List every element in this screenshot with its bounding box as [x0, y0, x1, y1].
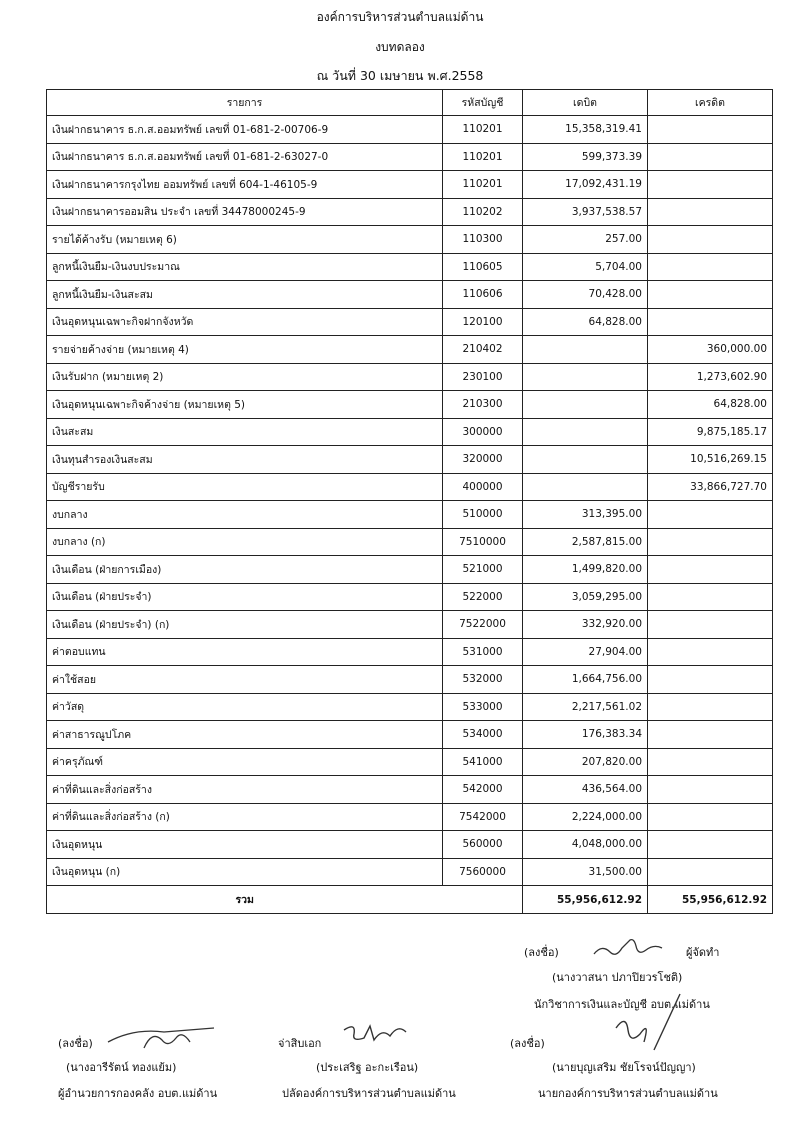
cell-item: เงินรับฝาก (หมายเหตุ 2)	[47, 363, 443, 391]
cell-code: 534000	[443, 721, 523, 749]
org-name: องค์การบริหารส่วนตำบลแม่ด้าน	[316, 10, 484, 24]
cell-code: 110300	[443, 226, 523, 254]
cell-code: 320000	[443, 446, 523, 474]
cell-debit: 4,048,000.00	[523, 831, 648, 859]
cell-debit	[523, 446, 648, 474]
cell-credit	[648, 831, 773, 859]
table-row	[47, 171, 773, 199]
cell-debit: 207,820.00	[523, 748, 648, 776]
cell-code: 7542000	[443, 803, 523, 831]
cell-debit: 176,383.34	[523, 721, 648, 749]
cell-credit	[648, 858, 773, 886]
cell-credit	[648, 666, 773, 694]
document-title: งบทดลอง	[375, 40, 425, 54]
table-row	[47, 666, 773, 694]
cell-credit	[648, 803, 773, 831]
cell-code: 542000	[443, 776, 523, 804]
deputy-rank: จ่าสิบเอก	[278, 1037, 322, 1050]
deputy-signature-scribble	[340, 1018, 420, 1048]
cell-item: ค่าใช้สอย	[47, 666, 443, 694]
total-label: รวม	[47, 886, 443, 914]
cell-debit: 5,704.00	[523, 253, 648, 281]
cell-debit: 2,224,000.00	[523, 803, 648, 831]
table-row	[47, 611, 773, 639]
mayor-signature-scribble	[610, 990, 690, 1060]
table-row	[47, 363, 773, 391]
cell-item: เงินเดือน (ฝ่ายการเมือง)	[47, 556, 443, 584]
cell-item: เงินสะสม	[47, 418, 443, 446]
preparer-position: นักวิชาการเงินและบัญชี อบต.แม่ด้าน	[534, 998, 710, 1011]
cell-debit: 27,904.00	[523, 638, 648, 666]
cell-debit: 599,373.39	[523, 143, 648, 171]
table-row	[47, 446, 773, 474]
cell-debit: 332,920.00	[523, 611, 648, 639]
table-total-row	[47, 886, 773, 914]
cell-credit: 9,875,185.17	[648, 418, 773, 446]
finance-director-name: (นางอารีรัตน์ ทองแย้ม)	[66, 1061, 177, 1074]
cell-item: เงินอุดหนุนเฉพาะกิจค้างจ่าย (หมายเหตุ 5)	[47, 391, 443, 419]
preparer-signature-scribble	[588, 934, 678, 962]
table-row	[47, 583, 773, 611]
cell-credit: 33,866,727.70	[648, 473, 773, 501]
cell-code: 533000	[443, 693, 523, 721]
cell-item: งบกลาง (ก)	[47, 528, 443, 556]
cell-item: รายได้ค้างรับ (หมายเหตุ 6)	[47, 226, 443, 254]
cell-code: 560000	[443, 831, 523, 859]
column-header-debit: เดบิต	[523, 90, 648, 116]
table-row	[47, 831, 773, 859]
column-header-code: รหัสบัญชี	[443, 90, 523, 116]
cell-item: เงินทุนสำรองเงินสะสม	[47, 446, 443, 474]
cell-item: รายจ่ายค้างจ่าย (หมายเหตุ 4)	[47, 336, 443, 364]
cell-debit: 15,358,319.41	[523, 116, 648, 144]
cell-item: ค่าวัสดุ	[47, 693, 443, 721]
finance-director-sign-label: (ลงชื่อ)	[58, 1037, 93, 1050]
cell-code: 110201	[443, 143, 523, 171]
column-header-credit: เครดิต	[648, 90, 773, 116]
table-row	[47, 198, 773, 226]
cell-item: เงินฝากธนาคาร ธ.ก.ส.ออมทรัพย์ เลขที่ 01-681-2-63027-0	[47, 143, 443, 171]
table-row	[47, 693, 773, 721]
cell-credit	[648, 693, 773, 721]
cell-code: 230100	[443, 363, 523, 391]
table-row	[47, 501, 773, 529]
table-row	[47, 336, 773, 364]
cell-code: 7560000	[443, 858, 523, 886]
table-row	[47, 473, 773, 501]
cell-code: 531000	[443, 638, 523, 666]
preparer-role: ผู้จัดทำ	[686, 946, 720, 959]
cell-credit: 10,516,269.15	[648, 446, 773, 474]
cell-credit	[648, 776, 773, 804]
finance-director-position: ผู้อำนวยการกองคลัง อบต.แม่ด้าน	[58, 1087, 218, 1100]
cell-item: เงินฝากธนาคาร ธ.ก.ส.ออมทรัพย์ เลขที่ 01-681-2-00706-9	[47, 116, 443, 144]
table-row	[47, 803, 773, 831]
table-header-row	[47, 90, 773, 116]
total-credit: 55,956,612.92	[648, 886, 773, 914]
cell-debit: 3,059,295.00	[523, 583, 648, 611]
cell-item: ค่าที่ดินและสิ่งก่อสร้าง	[47, 776, 443, 804]
table-row	[47, 281, 773, 309]
cell-debit	[523, 391, 648, 419]
cell-item: เงินฝากธนาคารออมสิน ประจำ เลขที่ 34478000245-9	[47, 198, 443, 226]
cell-credit	[648, 226, 773, 254]
cell-item: บัญชีรายรับ	[47, 473, 443, 501]
cell-code: 510000	[443, 501, 523, 529]
cell-item: เงินอุดหนุน	[47, 831, 443, 859]
cell-credit	[648, 583, 773, 611]
cell-item: ค่าครุภัณฑ์	[47, 748, 443, 776]
table-row	[47, 776, 773, 804]
table-row	[47, 556, 773, 584]
cell-credit	[648, 198, 773, 226]
table-row	[47, 638, 773, 666]
cell-code: 110201	[443, 116, 523, 144]
cell-code: 120100	[443, 308, 523, 336]
deputy-name: (ประเสริฐ อะกะเรือน)	[316, 1061, 419, 1074]
cell-credit	[648, 308, 773, 336]
table-row	[47, 253, 773, 281]
table-row	[47, 116, 773, 144]
cell-debit: 70,428.00	[523, 281, 648, 309]
cell-item: ค่าที่ดินและสิ่งก่อสร้าง (ก)	[47, 803, 443, 831]
cell-credit	[648, 556, 773, 584]
cell-debit: 1,664,756.00	[523, 666, 648, 694]
cell-credit	[648, 748, 773, 776]
total-debit: 55,956,612.92	[523, 886, 648, 914]
cell-code: 521000	[443, 556, 523, 584]
cell-item: ลูกหนี้เงินยืม-เงินงบประมาณ	[47, 253, 443, 281]
cell-code: 532000	[443, 666, 523, 694]
cell-item: เงินอุดหนุน (ก)	[47, 858, 443, 886]
cell-debit: 3,937,538.57	[523, 198, 648, 226]
table-row	[47, 418, 773, 446]
table-row	[47, 858, 773, 886]
cell-item: ค่าตอบแทน	[47, 638, 443, 666]
cell-code: 7522000	[443, 611, 523, 639]
cell-credit: 64,828.00	[648, 391, 773, 419]
cell-code: 541000	[443, 748, 523, 776]
cell-debit: 257.00	[523, 226, 648, 254]
cell-debit: 31,500.00	[523, 858, 648, 886]
cell-item: เงินฝากธนาคารกรุงไทย ออมทรัพย์ เลขที่ 604-1-46105-9	[47, 171, 443, 199]
cell-item: เงินเดือน (ฝ่ายประจำ) (ก)	[47, 611, 443, 639]
cell-debit: 1,499,820.00	[523, 556, 648, 584]
cell-credit	[648, 638, 773, 666]
cell-debit: 2,217,561.02	[523, 693, 648, 721]
cell-credit	[648, 171, 773, 199]
cell-item: ค่าสาธารณูปโภค	[47, 721, 443, 749]
cell-code: 522000	[443, 583, 523, 611]
deputy-position: ปลัดองค์การบริหารส่วนตำบลแม่ด้าน	[282, 1087, 456, 1100]
table-row	[47, 748, 773, 776]
cell-debit: 64,828.00	[523, 308, 648, 336]
table-row	[47, 143, 773, 171]
cell-credit	[648, 253, 773, 281]
cell-credit	[648, 143, 773, 171]
cell-code: 210402	[443, 336, 523, 364]
mayor-sign-label: (ลงชื่อ)	[510, 1037, 545, 1050]
cell-item: งบกลาง	[47, 501, 443, 529]
finance-director-signature-scribble	[104, 1018, 224, 1052]
cell-debit	[523, 473, 648, 501]
cell-code: 110201	[443, 171, 523, 199]
table-row	[47, 308, 773, 336]
table-row	[47, 528, 773, 556]
cell-credit	[648, 721, 773, 749]
cell-code: 210300	[443, 391, 523, 419]
cell-item: ลูกหนี้เงินยืม-เงินสะสม	[47, 281, 443, 309]
table-body	[47, 116, 773, 886]
cell-item: เงินอุดหนุนเฉพาะกิจฝากจังหวัด	[47, 308, 443, 336]
cell-code: 110202	[443, 198, 523, 226]
cell-debit: 313,395.00	[523, 501, 648, 529]
cell-credit: 360,000.00	[648, 336, 773, 364]
total-code-cell	[443, 886, 523, 914]
table-row	[47, 721, 773, 749]
cell-credit	[648, 611, 773, 639]
cell-debit	[523, 363, 648, 391]
cell-debit: 2,587,815.00	[523, 528, 648, 556]
cell-code: 7510000	[443, 528, 523, 556]
preparer-name: (นางวาสนา ปภาปิยวรโชติ)	[552, 971, 683, 984]
cell-credit	[648, 116, 773, 144]
cell-debit: 17,092,431.19	[523, 171, 648, 199]
cell-item: เงินเดือน (ฝ่ายประจำ)	[47, 583, 443, 611]
mayor-position: นายกองค์การบริหารส่วนตำบลแม่ด้าน	[538, 1087, 718, 1100]
column-header-item: รายการ	[47, 90, 443, 116]
document-date: ณ วันที่ 30 เมษายน พ.ศ.2558	[316, 68, 484, 83]
cell-credit	[648, 501, 773, 529]
cell-credit	[648, 528, 773, 556]
mayor-name: (นายบุญเสริม ชัยโรจน์ปัญญา)	[552, 1061, 696, 1074]
cell-debit: 436,564.00	[523, 776, 648, 804]
cell-credit: 1,273,602.90	[648, 363, 773, 391]
table-row	[47, 226, 773, 254]
cell-code: 110605	[443, 253, 523, 281]
cell-code: 400000	[443, 473, 523, 501]
cell-code: 300000	[443, 418, 523, 446]
trial-balance-table	[46, 89, 773, 914]
cell-code: 110606	[443, 281, 523, 309]
preparer-sign-label: (ลงชื่อ)	[524, 946, 559, 959]
cell-credit	[648, 281, 773, 309]
cell-debit	[523, 336, 648, 364]
cell-debit	[523, 418, 648, 446]
table-row	[47, 391, 773, 419]
